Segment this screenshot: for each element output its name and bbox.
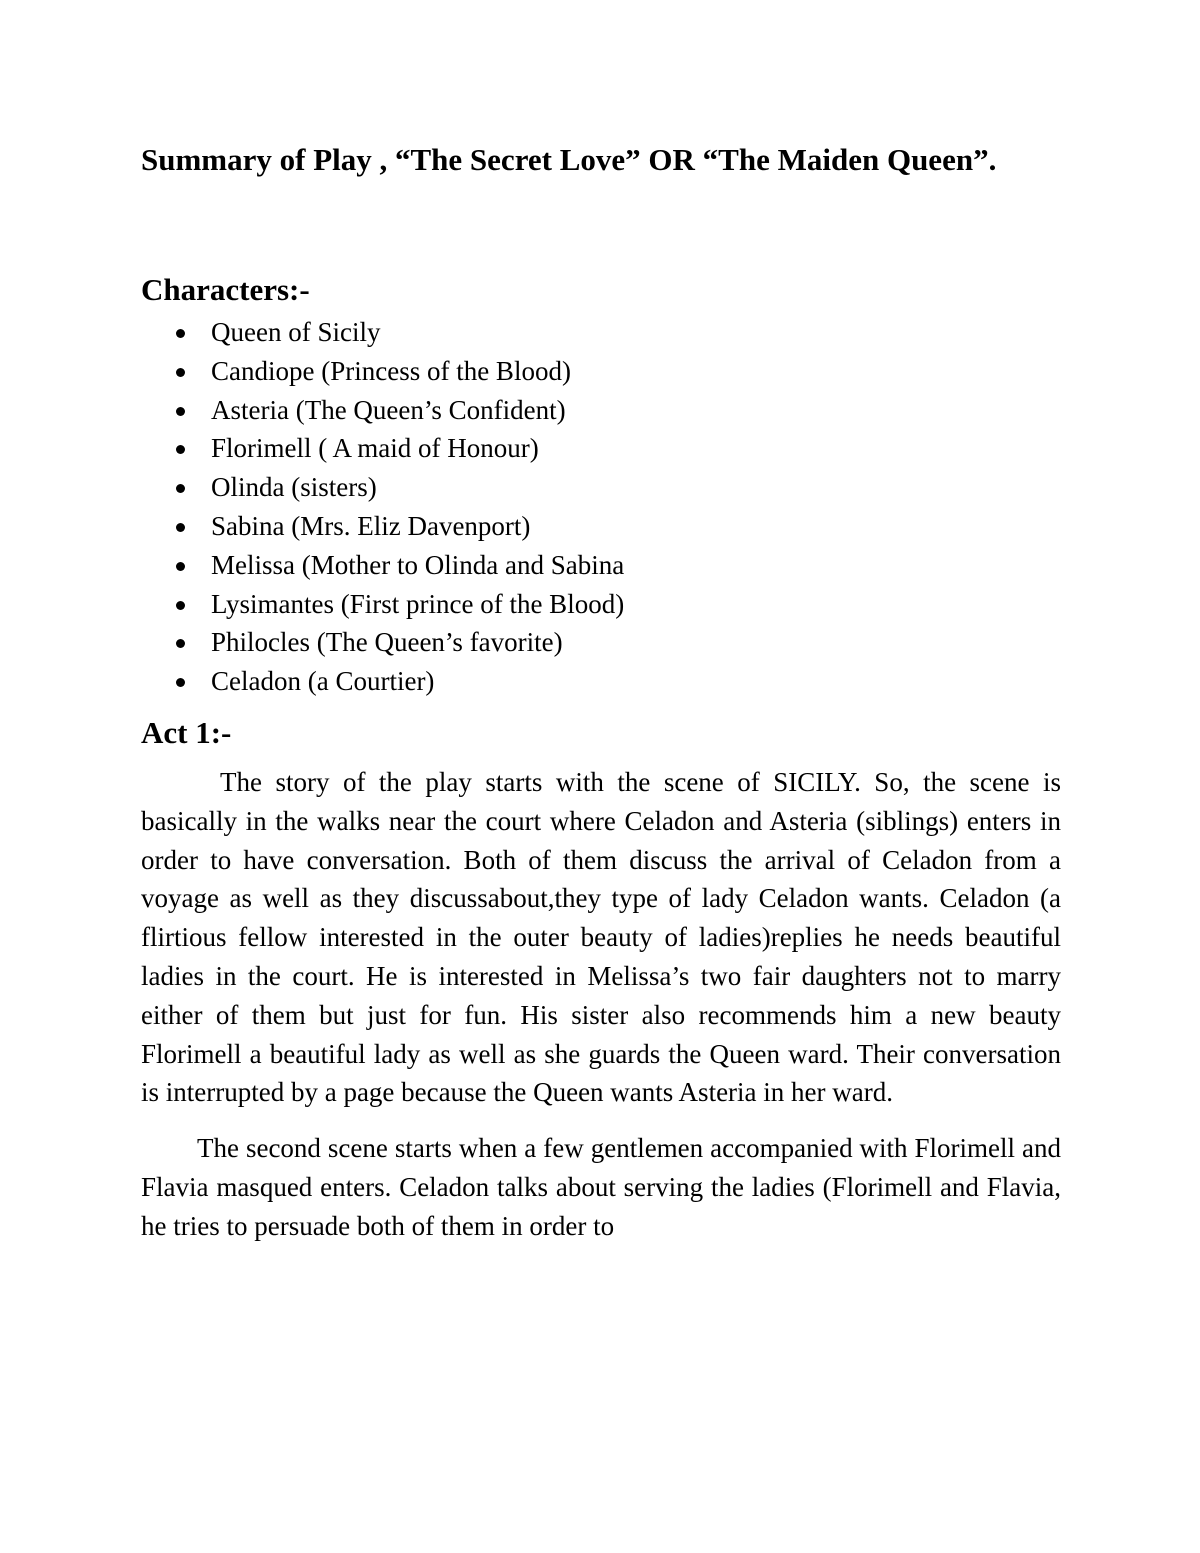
bullet-icon [176, 368, 185, 377]
character-name: Olinda (sisters) [211, 472, 377, 503]
list-item [141, 429, 1061, 468]
list-item [141, 352, 1061, 391]
bullet-icon [176, 678, 185, 687]
paragraph-scene-one: The story of the play starts with the scene of SICILY. So, the scene is basically in the walks near the court where Celadon and Asteria (siblings) enters in order to have conversation. Both of them discuss the arrival of Celadon from a voyage as well as they discussabout,they type of lady Celadon wants. Celadon (a flirtious fellow interested in the outer beauty of ladies)replies he needs beautiful ladies in the court. He is interested in Melissa’s two fair daughters not to marry either of them but just for fun. His sister also recommends him a new beauty Florimell a beautiful lady as well as she guards the Queen ward. Their conversation is interrupted by a page because the Queen wants Asteria in her ward. [141, 766, 1061, 1108]
character-name: Philocles (The Queen’s favorite) [211, 627, 563, 658]
bullet-icon [176, 601, 185, 610]
list-item [141, 468, 1061, 507]
document-body [141, 140, 1061, 1246]
bullet-icon [176, 562, 185, 571]
list-item [141, 507, 1061, 546]
list-item [141, 585, 1061, 624]
character-name: Sabina (Mrs. Eliz Davenport) [211, 510, 531, 541]
list-item [141, 313, 1061, 352]
character-name: Lysimantes (First prince of the Blood) [211, 588, 625, 619]
act-heading: Act 1:- [141, 714, 232, 750]
character-name: Florimell ( A maid of Honour) [211, 433, 539, 464]
bullet-icon [176, 523, 185, 532]
bullet-icon [176, 407, 185, 416]
character-name: Candiope (Princess of the Blood) [211, 355, 571, 386]
document-title: Summary of Play , “The Secret Love” OR “The Maiden Queen”. [141, 142, 997, 177]
bullet-icon [176, 445, 185, 454]
list-item [141, 623, 1061, 662]
list-item [141, 546, 1061, 585]
character-name: Asteria (The Queen’s Confident) [211, 394, 566, 425]
character-name: Queen of Sicily [211, 317, 381, 347]
characters-list [141, 313, 1061, 701]
bullet-icon [176, 639, 185, 648]
bullet-icon [176, 329, 185, 338]
bullet-icon [176, 484, 185, 493]
character-name: Celadon (a Courtier) [211, 666, 435, 697]
characters-heading: Characters:- [141, 272, 310, 307]
list-item [141, 662, 1061, 701]
character-name: Melissa (Mother to Olinda and Sabina [211, 549, 625, 580]
list-item [141, 391, 1061, 430]
paragraph-scene-two: The second scene starts when a few gentlemen accompanied with Florimell and Flavia masqued enters. Celadon talks about serving the ladies (Florimell and Flavia, he tries to persuade both of them in order to [141, 1133, 1061, 1241]
